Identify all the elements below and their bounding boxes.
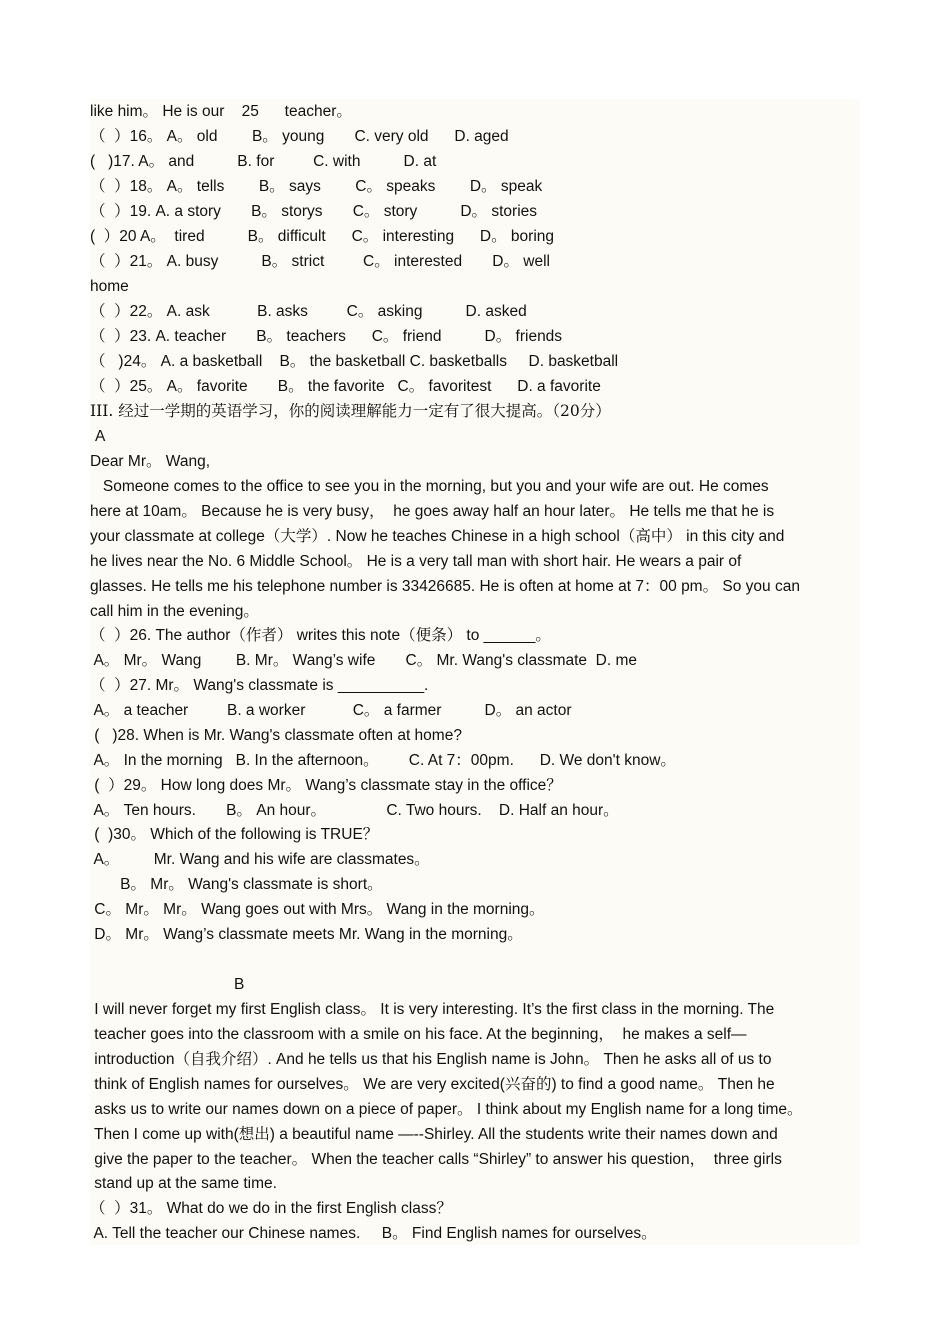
question-31: （ ）31。 What do we do in the first English class？ <box>90 1200 452 1217</box>
passage-b-line-3: introduction（自我介绍）. And he tells us that his English name is John。 Then he asks all of us to <box>90 1051 772 1068</box>
section-heading: III. 经过一学期的英语学习，你的阅读理解能力一定有了很大提高。（20分） <box>90 402 611 420</box>
cloze-option-23: （ ）23. A. teacher B。 teachers C。 friend D。 friends <box>90 328 563 345</box>
passage-b-line-8: stand up at the same time. <box>90 1175 277 1192</box>
passage-a-label: A <box>95 428 106 445</box>
question-26-options: A。 Mr。 Wang B. Mr。 Wang’s wife C。 Mr. Wang's classmate D. me <box>90 652 638 669</box>
question-28-options: A。 In the morning B. In the afternoon。 C. At 7：00pm. D. We don't know。 <box>90 752 676 769</box>
question-29: ( ）29。 How long does Mr。 Wang’s classmate stay in the office？ <box>90 777 562 794</box>
question-27-options: A。 a teacher B. a worker C。 a farmer D。 an actor <box>90 702 572 719</box>
passage-b-line-5: asks us to write our names down on a piece of paper。 I think about my English name for a long time。 <box>90 1101 803 1118</box>
cloze-option-24: （ )24。 A. a basketball B。 the basketball C. basketballs D. basketball <box>90 353 619 370</box>
passage-b-line-6: Then I come up with(想出) a beautiful name —--Shirley. All the students write their names down and <box>90 1126 778 1143</box>
cloze-text-home: home <box>90 278 129 295</box>
question-29-options: A。 Ten hours. B。 An hour。 C. Two hours. D. Half an hour。 <box>90 802 619 819</box>
cloze-option-16: （ ）16。 A。 old B。 young C. very old D. aged <box>90 128 509 145</box>
passage-a-line-2: here at 10am。 Because he is very busy， he goes away half an hour later。 He tells me that he is <box>90 503 775 520</box>
passage-b-line-2: teacher goes into the classroom with a smile on his face. At the beginning， he makes a self— <box>90 1026 747 1043</box>
passage-a-line-1: Someone comes to the office to see you in the morning, but you and your wife are out. He comes <box>90 478 769 495</box>
cloze-option-19: （ ）19. A. a story B。 storys C。 story D。 stories <box>90 203 538 220</box>
question-30-option-b: B。 Mr。 Wang's classmate is short。 <box>90 876 383 893</box>
cloze-option-17: ( )17. A。 and B. for C. with D. at <box>90 153 437 170</box>
question-31-options: A. Tell the teacher our Chinese names. B。 Find English names for ourselves。 <box>90 1225 657 1242</box>
cloze-lead: like him。 He is our 25 teacher。 <box>90 103 352 120</box>
passage-b-label: B <box>234 976 245 993</box>
passage-a-line-6: call him in the evening。 <box>90 603 259 620</box>
question-28: ( )28. When is Mr. Wang's classmate often at home? <box>90 727 462 744</box>
question-30: ( )30。 Which of the following is TRUE？ <box>90 826 379 843</box>
cloze-option-25: （ ）25。 A。 favorite B。 the favorite C。 favoritest D. a favorite <box>90 378 601 395</box>
question-30-option-a: A。 Mr. Wang and his wife are classmates。 <box>90 851 430 868</box>
question-27: （ ）27. Mr。 Wang's classmate is __________. <box>90 677 429 694</box>
question-30-option-d: D。 Mr。 Wang’s classmate meets Mr. Wang in the morning。 <box>90 926 523 943</box>
passage-a-line-4: he lives near the No. 6 Middle School。 He is a very tall man with short hair. He wears a pair of <box>90 553 742 570</box>
question-30-option-c: C。 Mr。 Mr。 Wang goes out with Mrs。 Wang in the morning。 <box>90 901 545 918</box>
cloze-option-18: （ ）18。 A。 tells B。 says C。 speaks D。 speak <box>90 178 543 195</box>
passage-a-line-3: your classmate at college（大学）. Now he teaches Chinese in a high school（高中） in this city and <box>90 528 785 545</box>
passage-a-line-5: glasses. He tells me his telephone number is 33426685. He is often at home at 7：00 pm。 So you can <box>90 578 800 595</box>
letter-greeting: Dear Mr。 Wang, <box>90 453 211 470</box>
question-26: （ ）26. The author（作者） writes this note（便条） to ______。 <box>90 627 551 644</box>
cloze-option-22: （ ）22。 A. ask B. asks C。 asking D. asked <box>90 303 527 320</box>
passage-b-line-4: think of English names for ourselves。 We are very excited(兴奋的) to find a good name。 Then he <box>90 1076 775 1093</box>
cloze-option-20: ( ）20 A。 tired B。 difficult C。 interesting D。 boring <box>90 228 555 245</box>
passage-b-line-7: give the paper to the teacher。 When the teacher calls “Shirley” to answer his question， three girls <box>90 1151 782 1168</box>
passage-b-line-1: I will never forget my first English class。 It is very interesting. It’s the first class in the morning. The <box>90 1001 775 1018</box>
cloze-option-21: （ ）21。 A. busy B。 strict C。 interested D。 well <box>90 253 550 270</box>
